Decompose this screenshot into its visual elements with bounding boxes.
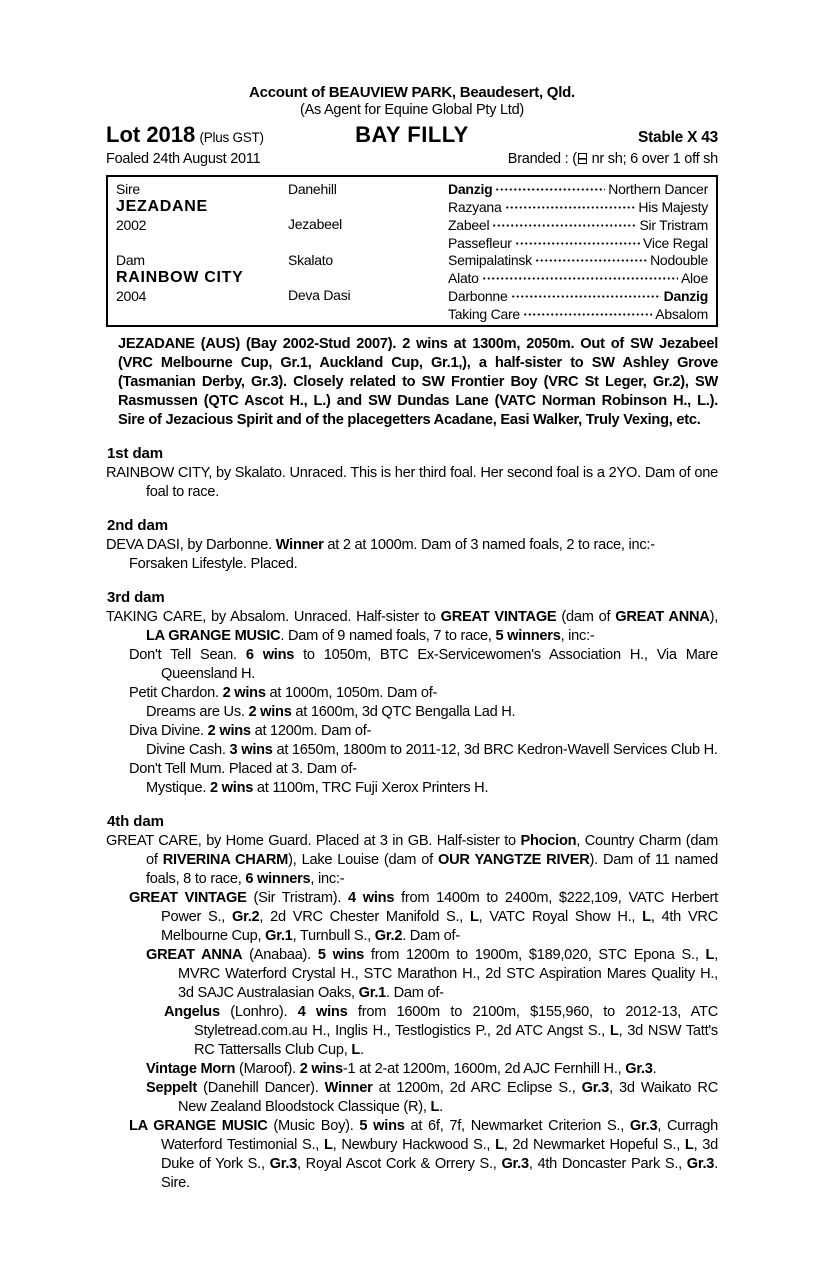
page-header — [106, 84, 718, 167]
ancestor-name: Alato — [448, 270, 479, 287]
pedigree-entry: LA GRANGE MUSIC (Music Boy). 5 wins at 6f, 7f, Newmarket Criterion S., Gr.3, Curragh Waterford Testimonial S., L, Newbury Hackwood S., L, 2d Newmarket Hopeful S., L, 3d Duke of York S., Gr.3, Royal Ascot Cork & Orrery S., Gr.3, 4th Doncaster Park S., Gr.3. Sire. — [129, 1118, 718, 1191]
ancestor-name: Semipalatinsk — [448, 252, 532, 269]
dot-leader — [515, 234, 640, 248]
spacer-row — [288, 304, 448, 322]
pedigree-entry: RAINBOW CITY, by Skalato. Unraced. This is her third foal. Her second foal is a 2YO. Dam of one foal to race. — [106, 465, 718, 500]
sire-name: JEZADANE — [116, 197, 208, 215]
foaled-date: Foaled 24th August 2011 — [106, 151, 261, 167]
ancestor-name: His Majesty — [638, 199, 708, 216]
dam-role-label: Dam — [116, 251, 145, 268]
pedigree-row — [448, 198, 708, 216]
branded-prefix: Branded : ( — [507, 151, 577, 167]
spacer-row — [288, 269, 448, 287]
ancestor-name: Danzig — [663, 287, 708, 304]
pedigree-entry: DEVA DASI, by Darbonne. Winner at 2 at 1000m. Dam of 3 named foals, 2 to race, inc:- — [106, 537, 655, 553]
section-heading: 1st dam — [107, 445, 163, 462]
pedigree-entry: GREAT CARE, by Home Guard. Placed at 3 in GB. Half-sister to Phocion, Country Charm (dam of RIVERINA CHARM), Lake Louise (dam of OUR YANGTZE RIVER). Dam of 11 named foals, 8 to race, 6 winners, inc:- — [106, 833, 719, 887]
section-heading: 2nd dam — [107, 517, 168, 534]
dot-leader — [482, 269, 678, 283]
horse-sex-title: BAY FILLY — [355, 122, 469, 147]
dam-year: 2004 — [116, 287, 147, 304]
dot-leader — [492, 216, 636, 230]
pedigree-row — [448, 269, 708, 287]
section-heading: 3rd dam — [107, 589, 165, 606]
pedigree-table — [106, 175, 718, 327]
pedigree-entry: Forsaken Lifestyle. Placed. — [129, 556, 298, 572]
ancestor-name: Passefleur — [448, 234, 512, 251]
branded-suffix: nr sh; 6 over 1 off sh — [591, 151, 718, 167]
ancestor-name: Vice Regal — [643, 234, 708, 251]
spacer-row — [116, 304, 288, 322]
section-heading: 4th dam — [107, 813, 164, 830]
ancestor-name: Darbonne — [448, 287, 508, 304]
brand-symbol-icon — [578, 153, 587, 164]
sire-role-label: Sire — [116, 180, 140, 197]
account-line: Account of BEAUVIEW PARK, Beaudesert, Qld. — [249, 84, 575, 101]
dot-leader — [535, 251, 647, 265]
pedigree-entry: GREAT ANNA (Anabaa). 5 wins from 1200m to 1900m, $189,020, STC Epona S., L, MVRC Waterford Crystal H., STC Marathon H., 2d STC Aspiration Mares Quality H., 3d SAJC Australasian Oaks, Gr.1. Dam of- — [146, 947, 719, 1001]
pedigree-entry: Angelus (Lonhro). 4 wins from 1600m to 2100m, $155,960, to 2012-13, ATC Styletread.com.au H., Inglis H., Testlogistics P., 2d ATC Angst S., L, 3d NSW Tatt's RC Tattersalls Club Cup, L. — [164, 1004, 719, 1058]
sire-sire-name: Danehill — [288, 180, 337, 197]
pedigree-entry: Petit Chardon. 2 wins at 1000m, 1050m. Dam of- — [129, 685, 438, 701]
lot-number: Lot 2018 — [106, 122, 196, 147]
pedigree-row — [448, 251, 708, 269]
dot-leader — [511, 287, 661, 301]
pedigree-col-parents — [116, 180, 288, 322]
dam-section-2 — [106, 517, 718, 574]
dam-dam-name: Deva Dasi — [288, 287, 351, 304]
pedigree-entry: Divine Cash. 3 wins at 1650m, 1800m to 2011-12, 3d BRC Kedron-Wavell Services Club H. — [146, 742, 718, 758]
ancestor-name: Sir Tristram — [639, 216, 708, 233]
pedigree-entry: Don't Tell Mum. Placed at 3. Dam of- — [129, 761, 357, 777]
spacer-row — [288, 233, 448, 251]
pedigree-row — [448, 287, 708, 305]
lot-line — [106, 122, 718, 148]
pedigree-row — [448, 216, 708, 234]
dot-leader — [505, 198, 636, 212]
sire-year: 2002 — [116, 216, 147, 233]
dam-name: RAINBOW CITY — [116, 268, 244, 286]
ancestor-name: Taking Care — [448, 305, 520, 322]
pedigree-entry: Seppelt (Danehill Dancer). Winner at 1200m, 2d ARC Eclipse S., Gr.3, 3d Waikato RC New Zealand Bloodstock Classique (R), L. — [146, 1080, 718, 1115]
ancestor-name: Aloe — [680, 270, 708, 287]
pedigree-entry: GREAT VINTAGE (Sir Tristram). 4 wins from 1400m to 2400m, $222,109, VATC Herbert Power S., Gr.2, 2d VRC Chester Manifold S., L, VATC Royal Show H., L, 4th VRC Melbourne Cup, Gr.1, Turnbull S., Gr.2. Dam of- — [129, 890, 719, 944]
foaled-line — [106, 151, 718, 167]
ancestor-name: Zabeel — [448, 216, 490, 233]
dam-section-1 — [106, 445, 718, 502]
page-content — [106, 84, 718, 1193]
agent-line: (As Agent for Equine Global Pty Ltd) — [300, 102, 524, 118]
ancestor-name: Northern Dancer — [608, 181, 708, 198]
pedigree-entry: Don't Tell Sean. 6 wins to 1050m, BTC Ex-Servicewomen's Association H., Via Mare Queensland H. — [129, 647, 719, 682]
pedigree-row — [448, 180, 708, 198]
dam-section-4 — [106, 813, 718, 1193]
spacer-row — [288, 198, 448, 216]
pedigree-entry: Dreams are Us. 2 wins at 1600m, 3d QTC Bengalla Lad H. — [146, 704, 516, 720]
dam-section-3 — [106, 589, 718, 798]
pedigree-entry: Diva Divine. 2 wins at 1200m. Dam of- — [129, 723, 372, 739]
dot-leader — [495, 180, 605, 194]
ancestor-name: Absalom — [655, 305, 708, 322]
pedigree-col-grandparents — [288, 180, 448, 322]
stable-ref: Stable X 43 — [638, 129, 718, 146]
branded-info — [508, 151, 718, 167]
dam-sire-name: Skalato — [288, 251, 333, 268]
pedigree-entry: Vintage Morn (Maroof). 2 wins-1 at 2-at 1200m, 1600m, 2d AJC Fernhill H., Gr.3. — [146, 1061, 657, 1077]
sire-summary: JEZADANE (AUS) (Bay 2002-Stud 2007). 2 wins at 1300m, 2050m. Out of SW Jezabeel (VRC Melbourne Cup, Gr.1, Auckland Cup, Gr.1,), a half-sister to SW Ashley Grove (Tasmanian Derby, Gr.3). Closely related to SW Frontier Boy (VRC St Leger, Gr.2), SW Rasmussen (QTC Ascot H., L.) and SW Dundas Lane (VATC Norman Robinson H., L.). Sire of Jezacious Spirit and of the placegetters Acadane, Easi Walker, Truly Vexing, etc. — [118, 336, 718, 428]
sire-dam-name: Jezabeel — [288, 216, 343, 233]
pedigree-entry: Mystique. 2 wins at 1100m, TRC Fuji Xerox Printers H. — [146, 780, 489, 796]
pedigree-row — [448, 304, 708, 322]
gst-note: (Plus GST) — [199, 130, 264, 145]
ancestor-name: Danzig — [448, 181, 493, 198]
dot-leader — [523, 305, 652, 319]
spacer-row — [116, 233, 288, 251]
lot-left — [106, 122, 355, 148]
ancestor-name: Nodouble — [650, 252, 708, 269]
pedigree-col-gen3 — [448, 180, 708, 322]
ancestor-name: Razyana — [448, 199, 502, 216]
pedigree-entry: TAKING CARE, by Absalom. Unraced. Half-sister to GREAT VINTAGE (dam of GREAT ANNA), LA GRANGE MUSIC. Dam of 9 named foals, 7 to race, 5 winners, inc:- — [106, 609, 719, 644]
pedigree-row — [448, 233, 708, 251]
